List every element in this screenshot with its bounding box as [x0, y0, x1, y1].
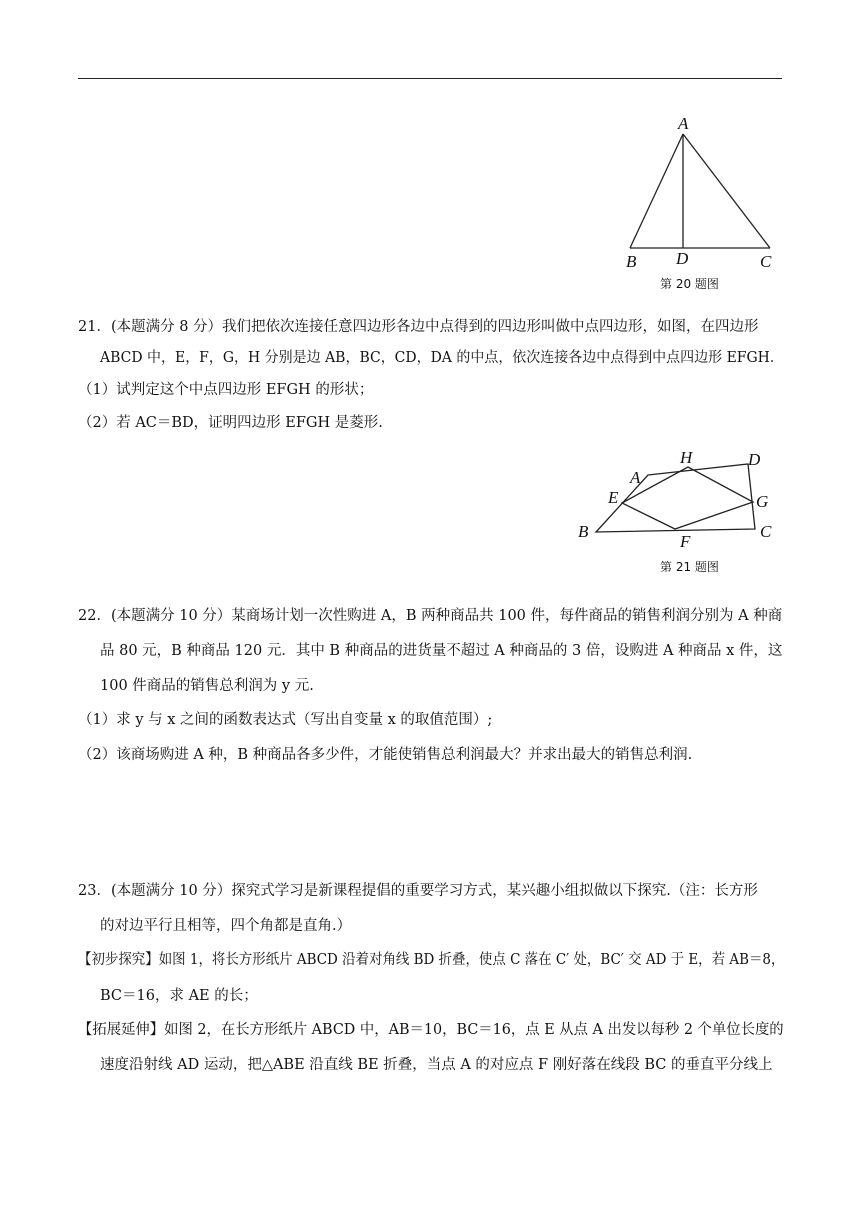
label-g: G: [756, 492, 769, 511]
q21-line-4: （2）若 AC＝BD，证明四边形 EFGH 是菱形.: [78, 415, 383, 431]
q22-line-3: 100 件商品的销售总利润为 y 元.: [100, 678, 314, 694]
label-f: F: [680, 532, 691, 551]
label-d: D: [748, 450, 761, 469]
label-a: A: [678, 114, 689, 133]
q23-line-6: 速度沿射线 AD 运动，把△ABE 沿直线 BE 折叠，当点 A 的对应点 F 刚好落在线段 BC 的垂直平分线上: [100, 1057, 773, 1073]
segment-ab: [630, 134, 683, 248]
segment-ac: [683, 134, 770, 248]
q23-line-5: 【拓展延伸】如图 2，在长方形纸片 ABCD 中，AB＝10，BC＝16，点 E 从点 A 出发以每秒 2 个单位长度的: [78, 1022, 784, 1038]
q21-line-1: 21．(本题满分 8 分）我们把依次连接任意四边形各边中点得到的四边形叫做中点四边形，如图，在四边形: [78, 319, 759, 335]
label-c: C: [760, 522, 772, 541]
header-rule: [78, 78, 782, 79]
q23-line-3: 【初步探究】如图 1，将长方形纸片 ABCD 沿着对角线 BD 折叠，使点 C 落在 C′ 处，BC′ 交 AD 于 E，若 AB＝8，: [78, 952, 785, 968]
label-a: A: [630, 468, 641, 487]
q23-line-2: 的对边平行且相等，四个角都是直角.）: [100, 918, 352, 934]
q23-line-4: BC＝16，求 AE 的长；: [100, 988, 258, 1004]
q21-line-2: ABCD 中，E，F，G，H 分别是边 AB，BC，CD，DA 的中点，依次连接各边中点得到中点四边形 EFGH．: [100, 350, 784, 366]
figure-21-caption: 第 21 题图: [660, 560, 719, 574]
figure-20-caption: 第 20 题图: [660, 277, 719, 291]
figure-20: [616, 112, 786, 296]
label-d: D: [676, 249, 689, 268]
q22-line-4: （1）求 y 与 x 之间的函数表达式（写出自变量 x 的取值范围）;: [78, 712, 493, 728]
figure-21: [570, 445, 790, 577]
label-e: E: [608, 488, 619, 507]
label-b: B: [626, 252, 637, 271]
q22-line-1: 22．(本题满分 10 分）某商场计划一次性购进 A，B 两种商品共 100 件，每件商品的销售利润分别为 A 种商: [78, 608, 783, 624]
q22-line-5: （2）该商场购进 A 种，B 种商品各多少件，才能使销售总利润最大？并求出最大的销售总利润.: [78, 747, 693, 763]
label-b: B: [578, 522, 589, 541]
q22-line-2: 品 80 元，B 种商品 120 元．其中 B 种商品的进货量不超过 A 种商品的 3 倍，设购进 A 种商品 x 件，这: [100, 643, 783, 659]
label-h: H: [680, 448, 693, 467]
q21-line-3: （1）试判定这个中点四边形 EFGH 的形状；: [78, 382, 374, 398]
quad-efgh: [622, 467, 753, 529]
q23-line-1: 23．(本题满分 10 分）探究式学习是新课程提倡的重要学习方式，某兴趣小组拟做以下探究.（注：长方形: [78, 883, 758, 899]
label-c: C: [760, 252, 772, 271]
